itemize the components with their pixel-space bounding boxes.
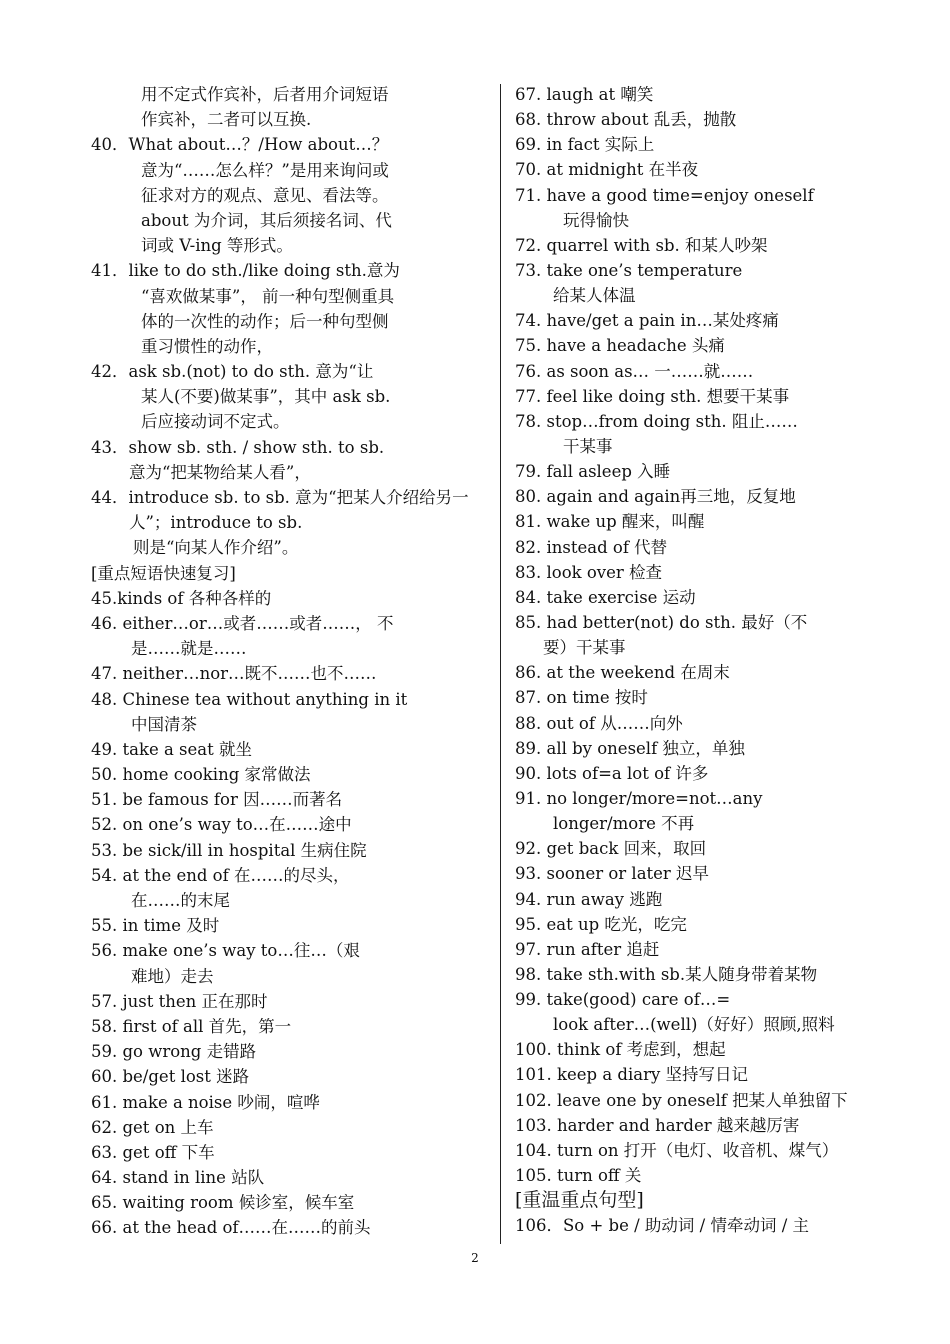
text-line: 78. stop…from doing sth. 阻止…… (515, 411, 798, 431)
text-line: 94. run away 逃跑 (515, 889, 663, 909)
text-line: 74. have/get a pain in…某处疼痛 (515, 311, 779, 331)
text-line: 要）干某事 (543, 638, 626, 658)
text-line: 81. wake up 醒来，叫醒 (515, 512, 705, 532)
left-column (91, 82, 483, 1241)
text-line: [重点短语快速复习] (91, 563, 236, 583)
text-line: 61. make a noise 吵闹，喧哗 (91, 1092, 320, 1112)
text-line: 73. take one’s temperature (515, 260, 743, 280)
text-line: 64. stand in line 站队 (91, 1168, 265, 1188)
text-line: 82. instead of 代替 (515, 537, 668, 557)
text-line: 86. at the weekend 在周末 (515, 663, 730, 683)
text-line: 43．show sb. sth. / show sth. to sb. (91, 437, 385, 457)
text-line: 48. Chinese tea without anything in it (91, 689, 408, 709)
text-line: 87. on time 按时 (515, 688, 648, 708)
text-line: 58. first of all 首先，第一 (91, 1016, 292, 1036)
text-line: 103. harder and harder 越来越厉害 (515, 1115, 800, 1135)
text-line: 80. again and again再三地，反复地 (515, 487, 796, 507)
text-line: 人”；introduce to sb. (129, 513, 303, 533)
text-line: 49. take a seat 就坐 (91, 739, 252, 759)
text-line: 77. feel like doing sth. 想要干某事 (515, 386, 790, 406)
text-line: 作宾补，二者可以互换. (141, 110, 312, 130)
text-line: 体的一次性的动作；后一种句型侧 (141, 311, 389, 331)
text-line: about 为介词，其后须接名词、代 (141, 210, 392, 230)
text-line: 88. out of 从……向外 (515, 713, 683, 733)
text-line: 67. laugh at 嘲笑 (515, 85, 654, 104)
text-line: 85. had better(not) do sth. 最好（不 (515, 612, 808, 632)
text-line: 65. waiting room 候诊室，候车室 (91, 1193, 355, 1213)
text-line: 102. leave one by oneself 把某人单独留下 (515, 1090, 848, 1110)
text-line: 68. throw about 乱丢，抛散 (515, 110, 737, 130)
text-line: 76. as soon as… 一……就…… (515, 361, 754, 381)
text-line: 53. be sick/ill in hospital 生病住院 (91, 840, 367, 860)
text-line: [重温重点句型] (515, 1189, 644, 1212)
text-line: 104. turn on 打开（电灯、收音机、煤气） (515, 1140, 839, 1160)
text-line: 70. at midnight 在半夜 (515, 160, 699, 180)
text-line: 83. look over 检查 (515, 562, 663, 582)
text-line: 41．like to do sth./like doing sth.意为 (91, 261, 400, 281)
text-line: 在……的末尾 (131, 891, 230, 910)
text-line: 106．So + be / 助动词 / 情牵动词 / 主 (515, 1216, 810, 1236)
text-line: 59. go wrong 走错路 (91, 1042, 257, 1062)
text-line: 79. fall asleep 入睡 (515, 462, 671, 482)
text-line: 105. turn off 关 (515, 1166, 642, 1186)
text-line: 中国清茶 (131, 714, 197, 734)
right-column (515, 82, 895, 1238)
text-line: 75. have a headache 头痛 (515, 336, 725, 356)
text-line: 71. have a good time=enjoy oneself (515, 185, 814, 205)
text-line: longer/more 不再 (553, 814, 695, 834)
text-line: 干某事 (563, 436, 613, 456)
text-line: 90. lots of=a lot of 许多 (515, 763, 709, 783)
text-line: 69. in fact 实际上 (515, 135, 655, 155)
text-line: 意为“……怎么样？”是用来询问或 (141, 160, 389, 180)
text-line: 玩得愉快 (563, 210, 629, 230)
text-line: 55. in time 及时 (91, 916, 220, 936)
text-line: 99. take(good) care of…= (515, 990, 731, 1010)
text-line: 100. think of 考虑到，想起 (515, 1040, 726, 1060)
text-line: 44．introduce sb. to sb. 意为“把某人介绍给另一 (91, 488, 469, 507)
text-line: 98. take sth.with sb.某人随身带着某物 (515, 964, 818, 984)
text-line: 征求对方的观点、意见、看法等。 (141, 185, 389, 205)
text-line: 62. get on 上车 (91, 1117, 214, 1137)
text-line: 101. keep a diary 坚持写日记 (515, 1065, 749, 1085)
text-line: 97. run after 追赶 (515, 939, 660, 959)
text-line: 难地）走去 (131, 966, 214, 986)
text-line: 46. either…or…或者……或者……， 不 (91, 613, 394, 633)
text-line: 45.kinds of 各种各样的 (91, 588, 272, 608)
text-line: 50. home cooking 家常做法 (91, 765, 311, 785)
text-line: 后应接动词不定式。 (141, 412, 290, 432)
text-line: 是……就是…… (131, 639, 247, 659)
text-line: 63. get off 下车 (91, 1142, 215, 1162)
page-number: 2 (471, 1251, 479, 1265)
text-line: 52. on one’s way to…在……途中 (91, 815, 352, 835)
text-line: 66. at the head of……在……的前头 (91, 1218, 371, 1238)
text-line: 某人(不要)做某事”，其中 ask sb. (141, 387, 391, 407)
text-line: 54. at the end of 在……的尽头， (91, 865, 350, 885)
text-line: 92. get back 回来，取回 (515, 839, 707, 859)
text-line: 91. no longer/more=not…any (515, 788, 763, 808)
text-line: 95. eat up 吃光，吃完 (515, 914, 687, 934)
text-line: 40．What about…？/How about…？ (91, 135, 389, 155)
text-line: 93. sooner or later 迟早 (515, 864, 710, 884)
text-line: 60. be/get lost 迷路 (91, 1067, 250, 1087)
text-line: 词或 V-ing 等形式。 (141, 236, 293, 256)
text-line: 意为“把某物给某人看”， (129, 462, 311, 482)
text-line: 给某人体温 (553, 286, 636, 306)
column-divider (500, 84, 501, 1244)
text-line: 89. all by oneself 独立，单独 (515, 738, 745, 758)
text-line: 51. be famous for 因……而著名 (91, 790, 343, 810)
text-line: 84. take exercise 运动 (515, 587, 696, 607)
text-line: 47. neither…nor…既不……也不…… (91, 664, 377, 684)
text-line: look after…(well)（好好）照顾,照料 (553, 1015, 835, 1035)
text-line: 重习惯性的动作， (141, 336, 273, 356)
text-line: “喜欢做某事”， 前一种句型侧重具 (141, 286, 395, 306)
text-line: 56. make one’s way to…往…（艰 (91, 941, 360, 961)
text-line: 57. just then 正在那时 (91, 991, 268, 1011)
text-line: 则是“向某人作介绍”。 (133, 538, 299, 558)
text-line: 72. quarrel with sb. 和某人吵架 (515, 235, 768, 255)
text-line: 42．ask sb.(not) to do sth. 意为“让 (91, 362, 374, 382)
text-line: 用不定式作宾补，后者用介词短语 (141, 85, 389, 104)
